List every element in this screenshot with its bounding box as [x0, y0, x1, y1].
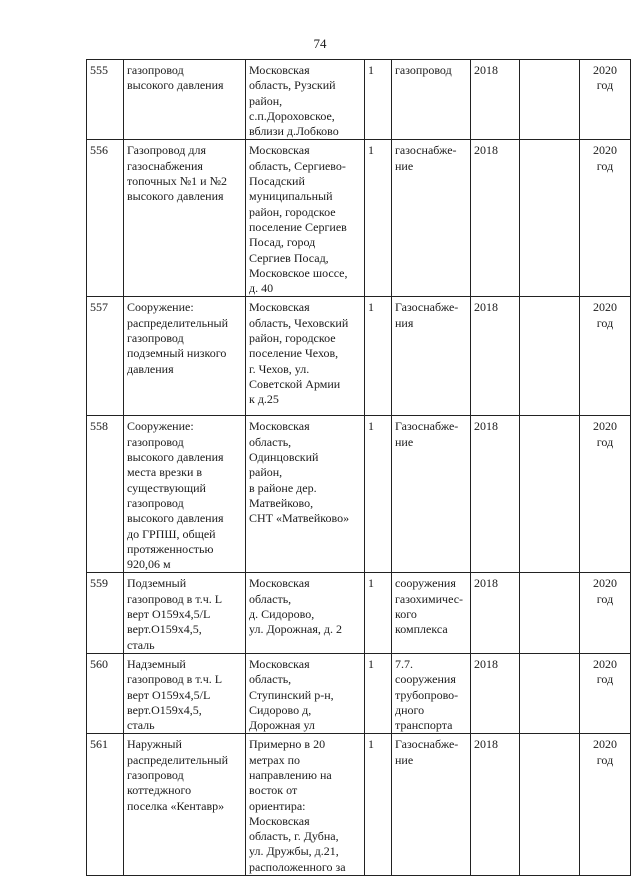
- table-row: [87, 573, 631, 653]
- object-name-cell: Подземный газопровод в т.ч. L верт О159х4,5/L верт.О159х4,5, сталь: [124, 573, 246, 653]
- page-number: 74: [313, 36, 327, 51]
- object-name-cell: Сооружение: газопровод высокого давления места врезки в существующий газопровод высокого давления до ГРПШ, общей протяженностью 920,06 м: [124, 416, 246, 573]
- year-cell: 2018: [471, 734, 520, 876]
- registry-table: [86, 59, 631, 876]
- year-cell: 2018: [471, 573, 520, 653]
- quantity-cell: 1: [365, 297, 392, 416]
- quantity-cell: 1: [365, 573, 392, 653]
- table-row: [87, 297, 631, 416]
- year-cell: 2018: [471, 416, 520, 573]
- row-number-cell: 556: [87, 140, 124, 297]
- deadline-cell: 2020 год: [580, 573, 631, 653]
- purpose-cell: газоснабже- ние: [392, 140, 471, 297]
- year-cell: 2018: [471, 297, 520, 416]
- location-cell: Московская область, Рузский район, с.п.Дороховское, вблизи д.Лобково: [246, 60, 365, 140]
- object-name-cell: Надземный газопровод в т.ч. L верт О159х4,5/L верт.О159х4,5, сталь: [124, 653, 246, 733]
- blank-cell: [520, 734, 580, 876]
- registry-table-body: [87, 60, 631, 876]
- table-row: [87, 60, 631, 140]
- quantity-cell: 1: [365, 653, 392, 733]
- location-cell: Примерно в 20 метрах по направлению на восток от ориентира: Московская область, г. Дубна, ул. Дружбы, д.21, расположенного за: [246, 734, 365, 876]
- purpose-cell: газопровод: [392, 60, 471, 140]
- object-name-cell: Газопровод для газоснабжения топочных №1 и №2 высокого давления: [124, 140, 246, 297]
- quantity-cell: 1: [365, 734, 392, 876]
- object-name-cell: Наружный распределительный газопровод коттеджного поселка «Кентавр»: [124, 734, 246, 876]
- location-cell: Московская область, Чеховский район, городское поселение Чехов, г. Чехов, ул. Советской Армии к д.25: [246, 297, 365, 416]
- object-name-cell: Сооружение: распределительный газопровод подземный низкого давления: [124, 297, 246, 416]
- purpose-cell: сооружения газохимичес- кого комплекса: [392, 573, 471, 653]
- blank-cell: [520, 416, 580, 573]
- object-name-cell: газопровод высокого давления: [124, 60, 246, 140]
- location-cell: Московская область, д. Сидорово, ул. Дорожная, д. 2: [246, 573, 365, 653]
- row-number-cell: 558: [87, 416, 124, 573]
- row-number-cell: 561: [87, 734, 124, 876]
- table-row: [87, 653, 631, 733]
- deadline-cell: 2020 год: [580, 140, 631, 297]
- purpose-cell: Газоснабже- ние: [392, 734, 471, 876]
- purpose-cell: Газоснабже- ние: [392, 416, 471, 573]
- year-cell: 2018: [471, 60, 520, 140]
- deadline-cell: 2020 год: [580, 416, 631, 573]
- blank-cell: [520, 573, 580, 653]
- deadline-cell: 2020 год: [580, 653, 631, 733]
- deadline-cell: 2020 год: [580, 734, 631, 876]
- year-cell: 2018: [471, 140, 520, 297]
- quantity-cell: 1: [365, 140, 392, 297]
- row-number-cell: 555: [87, 60, 124, 140]
- blank-cell: [520, 653, 580, 733]
- location-cell: Московская область, Ступинский р-н, Сидорово д, Дорожная ул: [246, 653, 365, 733]
- year-cell: 2018: [471, 653, 520, 733]
- deadline-cell: 2020 год: [580, 60, 631, 140]
- row-number-cell: 560: [87, 653, 124, 733]
- purpose-cell: 7.7. сооружения трубопрово- дного транспорта: [392, 653, 471, 733]
- table-row: [87, 140, 631, 297]
- quantity-cell: 1: [365, 416, 392, 573]
- location-cell: Московская область, Сергиево- Посадский муниципальный район, городское поселение Сергиев Посад, город Сергиев Посад, Московское шоссе, д. 40: [246, 140, 365, 297]
- blank-cell: [520, 140, 580, 297]
- row-number-cell: 559: [87, 573, 124, 653]
- blank-cell: [520, 297, 580, 416]
- table-row: [87, 734, 631, 876]
- deadline-cell: 2020 год: [580, 297, 631, 416]
- location-cell: Московская область, Одинцовский район, в районе дер. Матвейково, СНТ «Матвейково»: [246, 416, 365, 573]
- blank-cell: [520, 60, 580, 140]
- row-number-cell: 557: [87, 297, 124, 416]
- table-row: [87, 416, 631, 573]
- quantity-cell: 1: [365, 60, 392, 140]
- purpose-cell: Газоснабже- ния: [392, 297, 471, 416]
